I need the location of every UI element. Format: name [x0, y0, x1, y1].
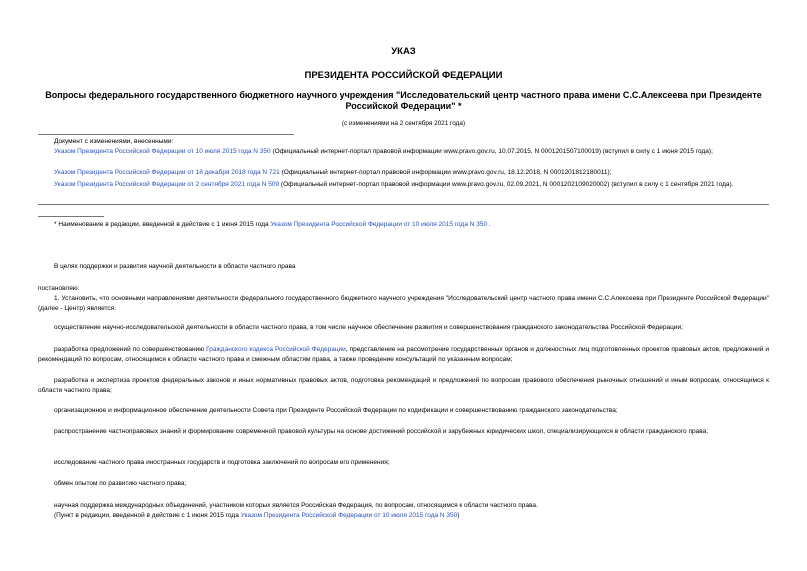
item-1-paragraph: 1. Установить, что основными направлениями деятельности федерального государственного бюджетного научного учреждения "Исследовательский центр частного права имени С.С.Алексеева при Президенте Российской Федерации" (далее - Центр) является: — [38, 295, 769, 312]
direction-8: научная поддержка международных объединений, участником которых является Российская Федерация, по вопросам, относящимся к области частного права. — [54, 502, 538, 509]
document-subject: Вопросы федерального государственного бюджетного научного учреждения "Исследовательский центр частного права имени С.С.Алексеева при Президенте Российской Федерации" * — [45, 90, 762, 111]
change-item-3 — [38, 180, 769, 190]
footnote — [38, 220, 769, 230]
change-link-3[interactable]: Указом Президента Российской Федерации от 2 сентября 2021 года N 509 — [54, 181, 280, 188]
footnote-divider — [38, 216, 104, 217]
changes-bottom-divider — [38, 204, 769, 205]
edition-reference — [38, 511, 769, 521]
changes-top-divider — [38, 134, 294, 135]
issuer-title: ПРЕЗИДЕНТА РОССИЙСКОЙ ФЕДЕРАЦИИ — [304, 70, 503, 81]
intro-paragraph: В целях поддержки и развития научной деятельности в области частного права — [54, 263, 296, 270]
direction-4: организационное и информационное обеспечение деятельности Совета при Президенте Российской Федерации по кодификации и совершенствованию гражданского законодательства; — [54, 407, 618, 414]
direction-2-text-b: , представление на рассмотрение государственных органов и должностных лиц подготовленных проектов правовых актов, предложений и рекомендаций по вопросам, относящимся к области частного права и смежным областям права, а также проведение консультаций по указанным вопросам; — [38, 346, 769, 363]
civil-code-link[interactable]: Гражданского кодекса Российской Федерации — [206, 346, 346, 353]
edition-note: (с изменениями на 2 сентября 2021 года) — [341, 120, 466, 127]
decree-title: УКАЗ — [391, 46, 416, 57]
direction-5: распространение частноправовых знаний и формирование современной правовой культуры на основе достижений российской и зарубежных юридических школ, специализирующихся в области гражданского права; — [54, 428, 708, 435]
change-item-2 — [38, 168, 769, 178]
direction-3: разработка и экспертиза проектов федеральных законов и иных нормативных правовых актов, подготовка рекомендаций и предложений по вопросам правового обеспечения рыночных отношений и иным вопросам, относящимся к области частного права; — [38, 377, 769, 394]
edition-reference-end: ) — [457, 512, 460, 519]
change-text-1: (Официальный интернет-портал правовой информации www.pravo.gov.ru, 10.07.2015, N 0001201507100019) (вступил в силу с 1 июня 2015 года); — [270, 148, 713, 155]
change-text-2: (Официальный интернет-портал правовой информации www.pravo.gov.ru, 18.12.2018, N 0001201812180011); — [279, 169, 612, 176]
footnote-text: * Наименование в редакции, введенной в действие с 1 июня 2015 года — [54, 221, 271, 228]
edition-reference-link[interactable]: Указом Президента Российской Федерации от 10 июля 2015 года N 350 — [240, 512, 458, 519]
change-text-3: (Официальный интернет-портал правовой информации www.pravo.gov.ru, 02.09.2021, N 0001202109020002) (вступил в силу с 1 сентября 2021 года). — [279, 181, 734, 188]
change-link-2[interactable]: Указом Президента Российской Федерации от 18 декабря 2018 года N 721 — [54, 169, 280, 176]
decree-word: постановляю: — [38, 285, 80, 292]
direction-2-text-a: разработка предложений по совершенствованию — [54, 346, 207, 353]
change-item-1 — [38, 147, 769, 157]
direction-1: осуществление научно-исследовательской деятельности в области частного права, в том числе научное обеспечение развития и совершенствования гражданского законодательства Российской Федерации; — [54, 324, 683, 331]
footnote-end: . — [487, 221, 491, 228]
change-link-1[interactable]: Указом Президента Российской Федерации от 10 июля 2015 года N 350 — [54, 148, 271, 155]
edition-reference-text: (Пункт в редакции, введенной в действие с 1 июня 2015 года — [54, 512, 241, 519]
direction-6: исследование частного права иностранных государств и подготовка заключений по вопросам его применения; — [54, 459, 390, 466]
direction-7: обмен опытом по развитию частного права; — [54, 480, 187, 487]
footnote-link[interactable]: Указом Президента Российской Федерации от 10 июля 2015 года N 350 — [270, 221, 488, 228]
changes-intro: Документ с изменениями, внесенными: — [54, 138, 174, 145]
direction-2 — [38, 345, 769, 364]
